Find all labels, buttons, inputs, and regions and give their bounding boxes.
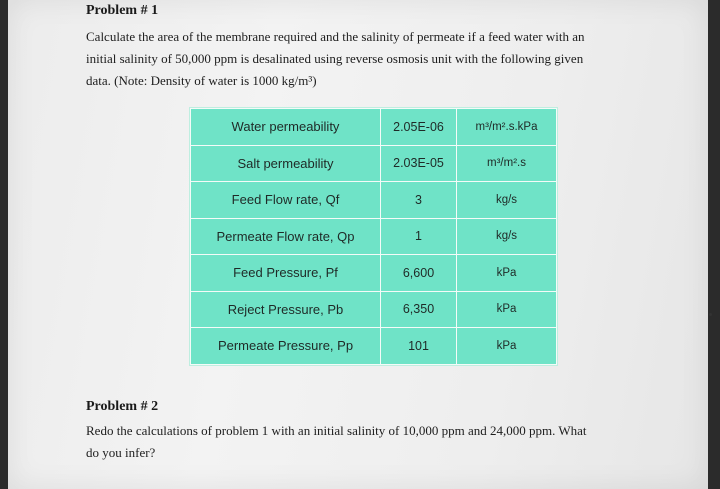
table-row [191, 291, 557, 328]
parameter-cell: Salt permeability [191, 145, 381, 182]
table-row [191, 218, 557, 255]
parameter-cell: Feed Pressure, Pf [191, 255, 381, 292]
parameter-cell: Water permeability [191, 109, 381, 146]
parameter-cell: Feed Flow rate, Qf [191, 182, 381, 219]
parameter-cell: Permeate Flow rate, Qp [191, 218, 381, 255]
problem-1-text [86, 26, 666, 92]
value-cell: 2.03E-05 [381, 145, 457, 182]
table-row [191, 109, 557, 146]
value-cell: 1 [381, 218, 457, 255]
problem-2-line: do you infer? [86, 445, 156, 460]
document-page [8, 0, 708, 489]
problem-1-heading: Problem # 1 [86, 3, 159, 18]
parameter-cell: Permeate Pressure, Pp [191, 328, 381, 365]
unit-cell: kPa [457, 255, 557, 292]
unit-cell: kPa [457, 328, 557, 365]
table-row [191, 328, 557, 365]
unit-cell: kg/s [457, 218, 557, 255]
value-cell: 101 [381, 328, 457, 365]
table-row [191, 145, 557, 182]
problem-1-line: data. (Note: Density of water is 1000 kg/m³) [86, 73, 317, 88]
unit-cell: m³/m².s [457, 145, 557, 182]
given-data-table [190, 108, 557, 365]
problem-2-heading: Problem # 2 [86, 399, 159, 414]
value-cell: 2.05E-06 [381, 109, 457, 146]
problem-2-text [86, 420, 676, 464]
unit-cell: kg/s [457, 182, 557, 219]
problem-1-line: Calculate the area of the membrane required and the salinity of permeate if a feed water with an [86, 29, 585, 44]
problem-1-line: initial salinity of 50,000 ppm is desalinated using reverse osmosis unit with the following given [86, 51, 584, 66]
value-cell: 3 [381, 182, 457, 219]
problem-2-line: Redo the calculations of problem 1 with an initial salinity of 10,000 ppm and 24,000 ppm. What [86, 423, 587, 438]
parameter-cell: Reject Pressure, Pb [191, 291, 381, 328]
value-cell: 6,350 [381, 291, 457, 328]
unit-cell: m³/m².s.kPa [457, 109, 557, 146]
unit-cell: kPa [457, 291, 557, 328]
value-cell: 6,600 [381, 255, 457, 292]
table-row [191, 182, 557, 219]
ink-dot-mark [709, 313, 712, 316]
table-row [191, 255, 557, 292]
